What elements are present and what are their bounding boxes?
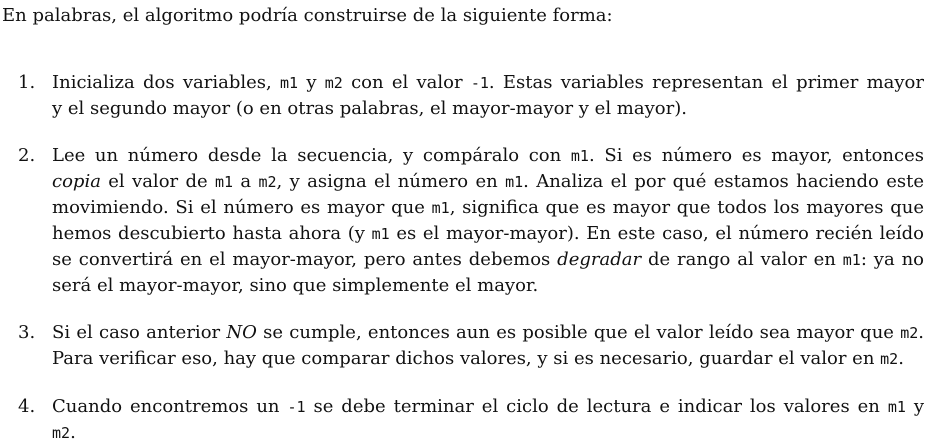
text-segment: , significa que es mayor que todos los mayores que	[449, 197, 924, 218]
text-segment: .	[70, 422, 76, 443]
list-item-number: 4.	[18, 396, 36, 417]
intro-paragraph: En palabras, el algoritmo podría construirse de la siguiente forma:	[2, 5, 613, 26]
text-segment: es el mayor-mayor). En este caso, el número recién leído	[389, 223, 925, 244]
text-segment: será el mayor-mayor, sino que simplemente el mayor.	[52, 275, 539, 296]
text-segment: con el valor	[342, 72, 471, 93]
inline-code: m2	[258, 173, 277, 191]
inline-code: m1	[505, 173, 524, 191]
text-line	[52, 195, 924, 221]
text-line	[52, 169, 924, 195]
inline-code: m2	[900, 324, 919, 342]
inline-code: m2	[52, 424, 71, 442]
text-segment: de rango al valor en	[641, 249, 843, 270]
text-segment: Inicializa dos variables,	[52, 72, 280, 93]
list-item-text	[52, 320, 924, 372]
text-line	[52, 96, 924, 122]
text-segment: el valor de	[100, 171, 215, 192]
text-line	[52, 394, 924, 420]
text-segment: a	[233, 171, 259, 192]
text-segment: y el segundo mayor (o en otras palabras, el mayor-mayor y el mayor).	[52, 98, 687, 119]
inline-code: m1	[842, 251, 861, 269]
text-segment: se debe terminar el ciclo de lectura e indicar los valores en	[305, 396, 888, 417]
inline-code: -1	[470, 74, 489, 92]
text-segment: . Analiza el por qué estamos haciendo este	[523, 171, 924, 192]
inline-code: m1	[887, 398, 906, 416]
text-segment: Para verificar eso, hay que comparar dichos valores, y si es necesario, guardar el valor en	[52, 348, 881, 369]
inline-code: m1	[371, 225, 390, 243]
text-line	[52, 221, 924, 247]
text-segment: se cumple, entonces aun es posible que el valor leído sea mayor que	[256, 322, 901, 343]
text-line	[52, 346, 924, 372]
text-segment: Cuando encontremos un	[52, 396, 288, 417]
inline-code: m2	[324, 74, 343, 92]
inline-code: m2	[880, 350, 899, 368]
text-segment: .	[918, 322, 924, 343]
emphasis-text: degradar	[557, 249, 642, 270]
list-item-number: 1.	[18, 72, 36, 93]
text-segment: Lee un número desde la secuencia, y compáralo con	[52, 145, 571, 166]
inline-code: m1	[280, 74, 299, 92]
text-segment: y	[298, 72, 325, 93]
text-segment: , y asigna el número en	[276, 171, 506, 192]
text-line	[52, 320, 924, 346]
text-segment: y	[905, 396, 924, 417]
list-item-number: 3.	[18, 322, 36, 343]
inline-code: m1	[431, 199, 450, 217]
emphasis-text: NO	[226, 322, 257, 343]
text-segment: Si el caso anterior	[52, 322, 227, 343]
text-line	[52, 70, 924, 96]
text-segment: . Si es número es mayor, entonces	[588, 145, 924, 166]
list-item-text	[52, 70, 924, 122]
inline-code: -1	[287, 398, 306, 416]
text-segment: se convertirá en el mayor-mayor, pero antes debemos	[52, 249, 558, 270]
list-item-text	[52, 394, 924, 446]
emphasis-text: copia	[52, 171, 101, 192]
text-segment: . Estas variables representan el primer mayor	[488, 72, 924, 93]
text-line	[52, 420, 924, 446]
list-item-text	[52, 143, 924, 299]
text-segment: hemos descubierto hasta ahora (y	[52, 223, 372, 244]
text-segment: movimiendo. Si el número es mayor que	[52, 197, 432, 218]
list-item-number: 2.	[18, 145, 36, 166]
text-line	[52, 273, 924, 299]
inline-code: m1	[570, 147, 589, 165]
text-segment: .	[898, 348, 904, 369]
inline-code: m1	[215, 173, 234, 191]
text-segment: : ya no	[860, 249, 924, 270]
text-line	[52, 247, 924, 273]
text-line	[52, 143, 924, 169]
